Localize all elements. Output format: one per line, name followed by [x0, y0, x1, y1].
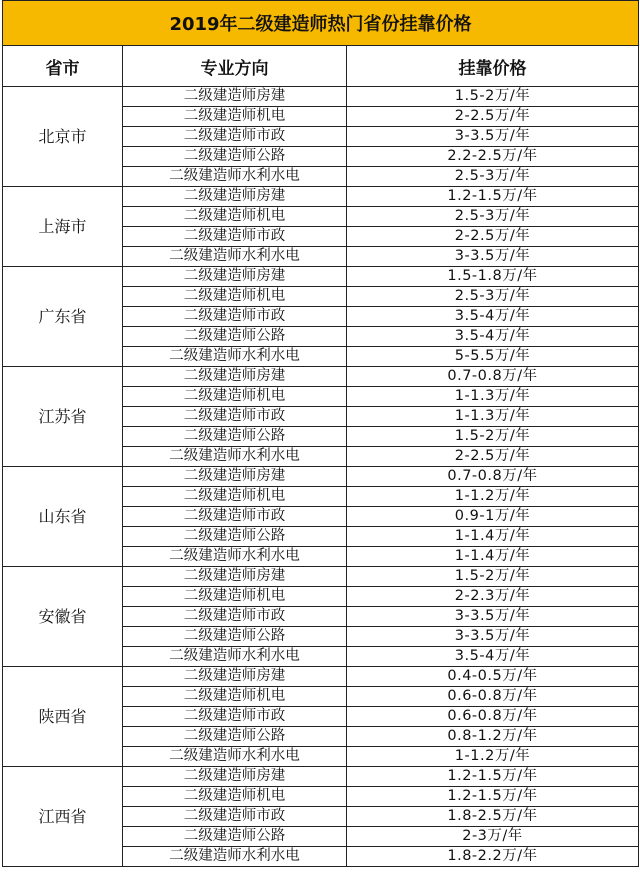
major-cell: 二级建造师机电 — [123, 387, 347, 407]
major-cell: 二级建造师房建 — [123, 367, 347, 387]
major-cell: 二级建造师机电 — [123, 107, 347, 127]
price-cell: 1-1.4万/年 — [347, 527, 639, 547]
price-cell: 0.8-1.2万/年 — [347, 727, 639, 747]
province-cell: 上海市 — [3, 187, 123, 267]
major-cell: 二级建造师机电 — [123, 287, 347, 307]
major-cell: 二级建造师水利水电 — [123, 747, 347, 767]
major-cell: 二级建造师水利水电 — [123, 347, 347, 367]
price-cell: 1.8-2.2万/年 — [347, 847, 639, 867]
table-row — [3, 367, 639, 387]
price-cell: 2.5-3万/年 — [347, 167, 639, 187]
header-province: 省市 — [3, 46, 123, 87]
major-cell: 二级建造师水利水电 — [123, 847, 347, 867]
major-cell: 二级建造师公路 — [123, 827, 347, 847]
table-row — [3, 567, 639, 587]
table-row — [3, 87, 639, 107]
major-cell: 二级建造师水利水电 — [123, 167, 347, 187]
major-cell: 二级建造师水利水电 — [123, 547, 347, 567]
major-cell: 二级建造师市政 — [123, 227, 347, 247]
province-cell: 安徽省 — [3, 567, 123, 667]
table-body — [3, 87, 639, 867]
price-cell: 0.7-0.8万/年 — [347, 467, 639, 487]
price-cell: 0.9-1万/年 — [347, 507, 639, 527]
price-cell: 0.4-0.5万/年 — [347, 667, 639, 687]
major-cell: 二级建造师市政 — [123, 127, 347, 147]
table-row — [3, 667, 639, 687]
price-cell: 2-2.3万/年 — [347, 587, 639, 607]
major-cell: 二级建造师公路 — [123, 627, 347, 647]
table-row — [3, 767, 639, 787]
price-cell: 2.2-2.5万/年 — [347, 147, 639, 167]
price-table — [2, 0, 639, 867]
price-cell: 1-1.3万/年 — [347, 387, 639, 407]
price-cell: 1-1.2万/年 — [347, 487, 639, 507]
table-row — [3, 467, 639, 487]
price-cell: 1.2-1.5万/年 — [347, 767, 639, 787]
price-cell: 2-2.5万/年 — [347, 227, 639, 247]
price-cell: 0.6-0.8万/年 — [347, 707, 639, 727]
major-cell: 二级建造师机电 — [123, 487, 347, 507]
price-cell: 2-3万/年 — [347, 827, 639, 847]
major-cell: 二级建造师公路 — [123, 147, 347, 167]
major-cell: 二级建造师公路 — [123, 427, 347, 447]
price-cell: 1.5-2万/年 — [347, 427, 639, 447]
title-row — [3, 1, 639, 46]
price-cell: 2.5-3万/年 — [347, 287, 639, 307]
major-cell: 二级建造师市政 — [123, 807, 347, 827]
price-cell: 3.5-4万/年 — [347, 327, 639, 347]
price-cell: 0.6-0.8万/年 — [347, 687, 639, 707]
major-cell: 二级建造师房建 — [123, 467, 347, 487]
major-cell: 二级建造师市政 — [123, 507, 347, 527]
major-cell: 二级建造师房建 — [123, 567, 347, 587]
price-cell: 1.5-2万/年 — [347, 87, 639, 107]
major-cell: 二级建造师水利水电 — [123, 247, 347, 267]
major-cell: 二级建造师市政 — [123, 607, 347, 627]
major-cell: 二级建造师市政 — [123, 307, 347, 327]
price-cell: 2-2.5万/年 — [347, 107, 639, 127]
province-cell: 江苏省 — [3, 367, 123, 467]
price-cell: 1.8-2.5万/年 — [347, 807, 639, 827]
price-cell: 1-1.2万/年 — [347, 747, 639, 767]
major-cell: 二级建造师机电 — [123, 587, 347, 607]
major-cell: 二级建造师公路 — [123, 327, 347, 347]
price-cell: 1.2-1.5万/年 — [347, 787, 639, 807]
province-cell: 广东省 — [3, 267, 123, 367]
province-cell: 北京市 — [3, 87, 123, 187]
header-row — [3, 46, 639, 87]
price-cell: 1.2-1.5万/年 — [347, 187, 639, 207]
major-cell: 二级建造师公路 — [123, 527, 347, 547]
major-cell: 二级建造师房建 — [123, 667, 347, 687]
major-cell: 二级建造师水利水电 — [123, 647, 347, 667]
major-cell: 二级建造师市政 — [123, 707, 347, 727]
price-cell: 2-2.5万/年 — [347, 447, 639, 467]
table-title: 2019年二级建造师热门省份挂靠价格 — [3, 1, 639, 46]
price-cell: 1.5-1.8万/年 — [347, 267, 639, 287]
major-cell: 二级建造师房建 — [123, 87, 347, 107]
price-cell: 3-3.5万/年 — [347, 247, 639, 267]
major-cell: 二级建造师市政 — [123, 407, 347, 427]
major-cell: 二级建造师机电 — [123, 207, 347, 227]
major-cell: 二级建造师水利水电 — [123, 447, 347, 467]
province-cell: 江西省 — [3, 767, 123, 867]
price-cell: 2.5-3万/年 — [347, 207, 639, 227]
table-row — [3, 267, 639, 287]
price-cell: 3.5-4万/年 — [347, 647, 639, 667]
province-cell: 陕西省 — [3, 667, 123, 767]
price-cell: 3-3.5万/年 — [347, 607, 639, 627]
table-row — [3, 187, 639, 207]
major-cell: 二级建造师公路 — [123, 727, 347, 747]
price-cell: 3-3.5万/年 — [347, 627, 639, 647]
price-cell: 3-3.5万/年 — [347, 127, 639, 147]
major-cell: 二级建造师机电 — [123, 687, 347, 707]
major-cell: 二级建造师房建 — [123, 267, 347, 287]
price-cell: 0.7-0.8万/年 — [347, 367, 639, 387]
price-cell: 1-1.4万/年 — [347, 547, 639, 567]
header-price: 挂靠价格 — [347, 46, 639, 87]
province-cell: 山东省 — [3, 467, 123, 567]
header-direction: 专业方向 — [123, 46, 347, 87]
major-cell: 二级建造师房建 — [123, 187, 347, 207]
major-cell: 二级建造师机电 — [123, 787, 347, 807]
price-cell: 1.5-2万/年 — [347, 567, 639, 587]
price-cell: 1-1.3万/年 — [347, 407, 639, 427]
major-cell: 二级建造师房建 — [123, 767, 347, 787]
price-cell: 3.5-4万/年 — [347, 307, 639, 327]
price-cell: 5-5.5万/年 — [347, 347, 639, 367]
